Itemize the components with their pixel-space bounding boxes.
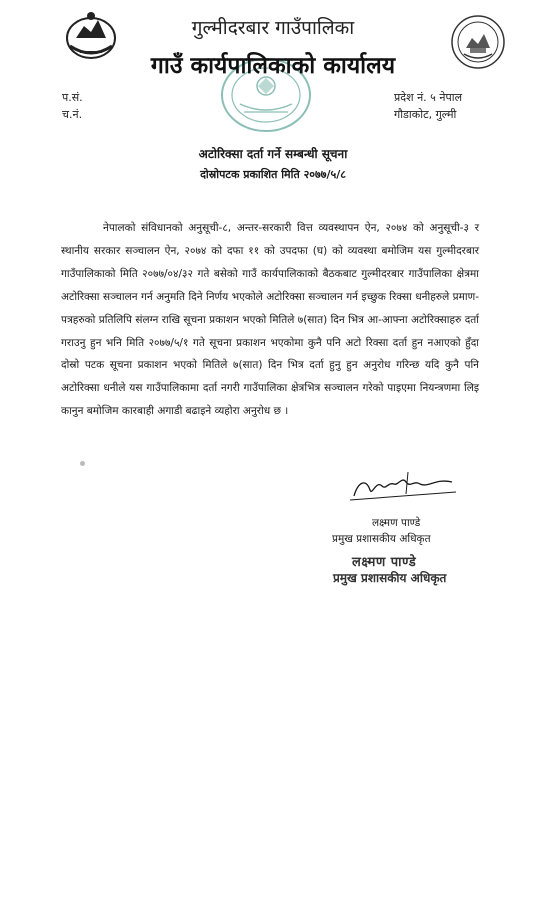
reference-number-label: प.सं. (62, 91, 83, 104)
name-stamp: लक्ष्मण पाण्डे (352, 555, 417, 570)
signatory-name: लक्ष्मण पाण्डे (372, 517, 421, 529)
notice-body: नेपालको संविधानको अनुसूची-८, अन्तर-सरकारी वित्त व्यवस्थापन ऐन, २०७४ को अनुसूची-३ र स्थानीय सरकार सञ्चालन ऐन, २०७४ को दफा ११ को उपदफा (घ) को व्यवस्था बमोजिम यस गुल्मीदरबार गाउँपालिकाको मिति २०७७/०४/३२ गते बसेको गाउँ कार्यपालिकाको बैठकबाट गुल्मीदरबार गाउँपालिका क्षेत्रमा अटोरिक्सा सञ्चालन गर्न अनुमति दिने निर्णय भएकोले अटोरिक्सा सञ्चालन गर्न इच्छुक रिक्सा धनीहरुले प्रमाण-पत्रहरुको प्रतिलिपि संलग्न राखि सूचना प्रकाशन भएको मितिले ७(सात) दिन भित्र आ-आफ्ना अटोरिक्साहरु दर्ता गराउनु हुन भनि मिति २०७७/५/१ गते सूचना प्रकाशन भएकोमा कुनै पनि अटो रिक्सा दर्ता हुन नआएको हुँदा दोस्रो पटक सूचना प्रकाशन भएको मितिले ७(सात) दिन भित्र दर्ता हुनु हुन अनुरोध गरिन्छ यदि कुनै पनि अटोरिक्सा धनीले यस गाउँपालिकामा दर्ता नगरी गाउँपालिका क्षेत्रभित्र सञ्चालन गरेको पाइएमा नियन्त्रणमा लिइ कानुन बमोजिम कारबाही अगाडी बढाइने व्यहोरा अनुरोध छ । (61, 222, 479, 418)
notice-title: अटोरिक्सा दर्ता गर्ने सम्बन्धी सूचना (198, 147, 348, 161)
municipality-name: गुल्मीदरबार गाउँपालिका (191, 17, 355, 39)
dispatch-number-label: च.नं. (62, 108, 83, 121)
address-location: गौडाकोट, गुल्मी (394, 108, 457, 121)
address-province: प्रदेश नं. ५ नेपाल (394, 91, 463, 104)
designation-stamp: प्रमुख प्रशासकीय अधिकृत (333, 571, 447, 585)
office-title: गाउँ कार्यपालिकाको कार्यालय (150, 53, 396, 79)
ink-dot (80, 461, 85, 466)
handwritten-signature (348, 468, 458, 504)
signatory-designation: प्रमुख प्रशासकीय अधिकृत (332, 533, 431, 545)
notice-published-date: दोस्रोपटक प्रकाशित मिति २०७७/५/८ (200, 168, 346, 181)
